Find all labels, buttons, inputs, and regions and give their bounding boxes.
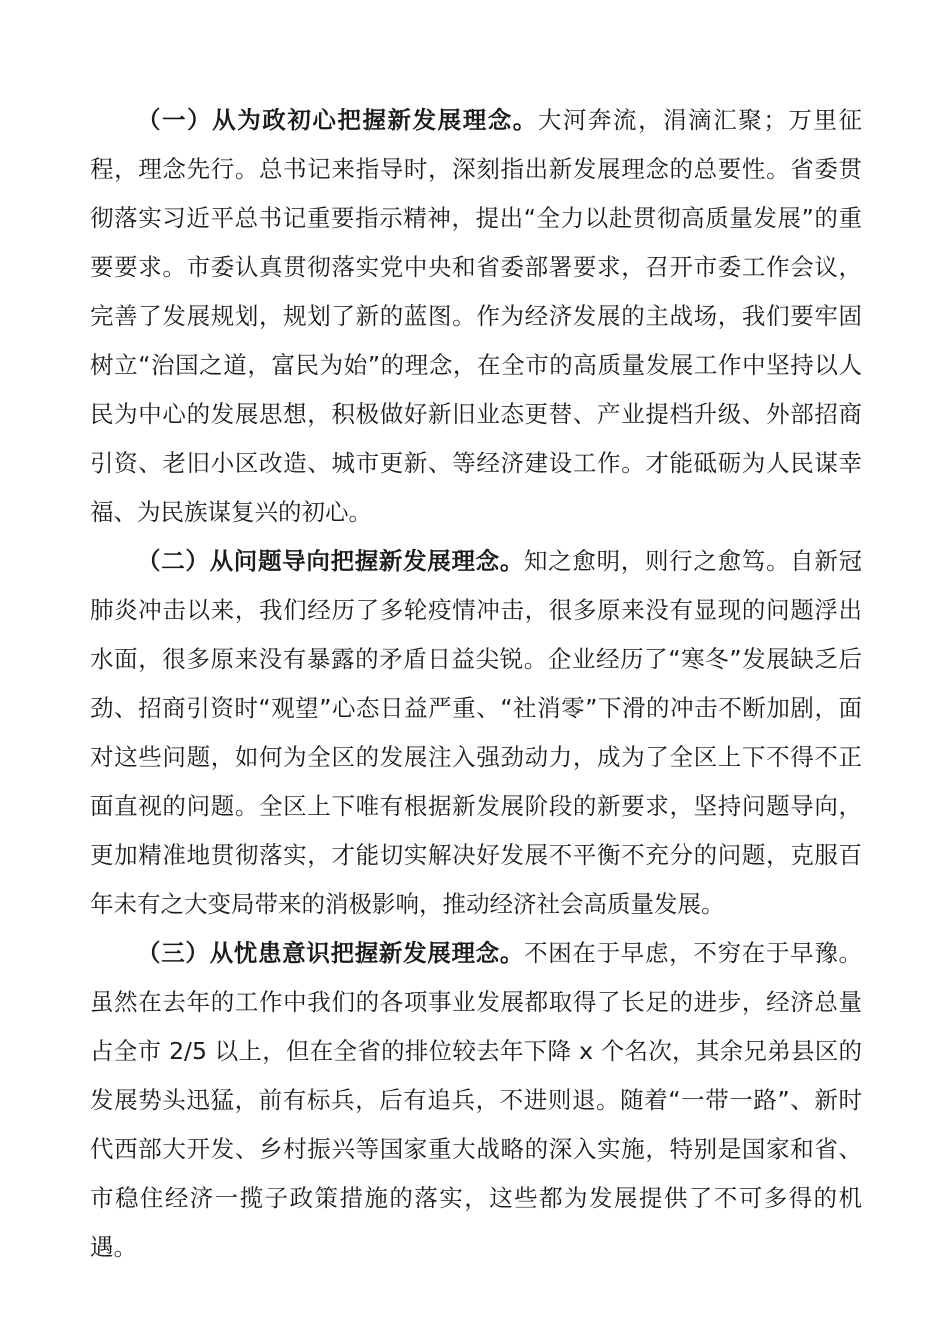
paragraph-1-body: 大河奔流，涓滴汇聚；万里征程，理念先行。总书记来指导时，深刻指出新发展理念的总要性。省委贯彻落实习近平总书记重要指示精神，提出“全力以赴贯彻高质量发展”的重要要求。市委认真贯彻落实党中央和省委部署要求，召开市委工作会议，完善了发展规划，规划了新的蓝图。作为经济发展的主战场，我们要牢固树立“治国之道，富民为始”的理念，在全市的高质量发展工作中坚持以人民为中心的发展思想，积极做好新旧业态更替、产业提档升级、外部招商引资、老旧小区改造、城市更新、等经济建设工作。才能砥砺为人民谋幸福、为民族谋复兴的初心。: [90, 106, 863, 526]
document-page: [90, 96, 862, 1272]
paragraph-2-body: 知之愈明，则行之愈笃。自新冠肺炎冲击以来，我们经历了多轮疫情冲击，很多原来没有显现的问题浮出水面，很多原来没有暴露的矛盾日益尖锐。企业经历了“寒冬”发展缺乏后劲、招商引资时“观望”心态日益严重、“社消零”下滑的冲击不断加剧，面对这些问题，如何为全区的发展注入强劲动力，成为了全区上下不得不正面直视的问题。全区上下唯有根据新发展阶段的新要求，坚持问题导向，更加精准地贯彻落实，才能切实解决好发展不平衡不充分的问题，克服百年未有之大变局带来的消极影响，推动经济社会高质量发展。: [90, 547, 863, 918]
paragraph-1-heading: （一）从为政初心把握新发展理念。: [137, 106, 538, 134]
paragraph-3-heading: （三）从忧患意识把握新发展理念。: [137, 939, 525, 967]
paragraph-2: [90, 537, 862, 929]
paragraph-3: [90, 929, 862, 1272]
paragraph-2-heading: （二）从问题导向把握新发展理念。: [137, 547, 525, 575]
paragraph-3-body: 不困在于早虑，不穷在于早豫。虽然在去年的工作中我们的各项事业发展都取得了长足的进步，经济总量占全市 2/5 以上，但在全省的排位较去年下降 x 个名次，其余兄弟县区的发展势头迅猛，前有标兵，后有追兵，不进则退。随着“一带一路”、新时代西部大开发、乡村振兴等国家重大战略的深入实施，特别是国家和省、市稳住经济一揽子政策措施的落实，这些都为发展提供了不可多得的机遇。: [90, 939, 863, 1261]
paragraph-1: [90, 96, 862, 537]
